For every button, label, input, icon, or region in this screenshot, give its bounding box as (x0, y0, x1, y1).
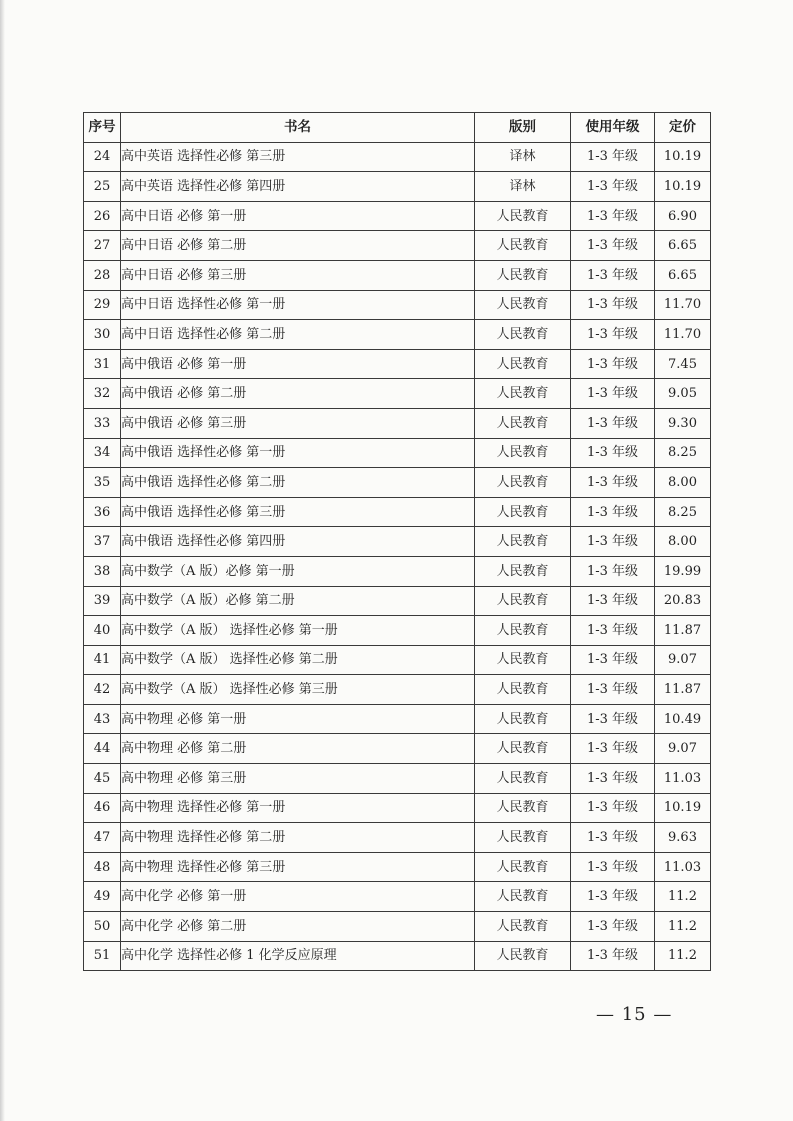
grade-level: 1-3 年级 (571, 290, 655, 320)
book-title: 高中日语 选择性必修 第一册 (121, 290, 475, 320)
price: 8.25 (655, 438, 711, 468)
table-row (84, 852, 711, 882)
book-title: 高中英语 选择性必修 第四册 (121, 172, 475, 202)
table-row (84, 793, 711, 823)
book-title: 高中俄语 必修 第二册 (121, 379, 475, 409)
table-row (84, 349, 711, 379)
price: 8.25 (655, 497, 711, 527)
price: 10.19 (655, 793, 711, 823)
row-number: 29 (84, 290, 121, 320)
book-title: 高中物理 选择性必修 第三册 (121, 852, 475, 882)
row-number: 48 (84, 852, 121, 882)
page-number: — 15 — (596, 1004, 673, 1025)
row-number: 44 (84, 734, 121, 764)
table-row (84, 379, 711, 409)
publisher: 人民教育 (475, 882, 571, 912)
publisher: 人民教育 (475, 201, 571, 231)
book-title: 高中物理 必修 第三册 (121, 764, 475, 794)
grade-level: 1-3 年级 (571, 172, 655, 202)
grade-level: 1-3 年级 (571, 320, 655, 350)
table-row (84, 823, 711, 853)
publisher: 人民教育 (475, 231, 571, 261)
row-number: 37 (84, 527, 121, 557)
table-row (84, 142, 711, 172)
table-row (84, 882, 711, 912)
publisher: 人民教育 (475, 941, 571, 971)
table-row (84, 556, 711, 586)
grade-level: 1-3 年级 (571, 142, 655, 172)
publisher: 人民教育 (475, 556, 571, 586)
row-number: 26 (84, 201, 121, 231)
table-row (84, 734, 711, 764)
price: 9.07 (655, 734, 711, 764)
table-row (84, 586, 711, 616)
grade-level: 1-3 年级 (571, 438, 655, 468)
row-number: 40 (84, 616, 121, 646)
table-row (84, 645, 711, 675)
publisher: 人民教育 (475, 764, 571, 794)
row-number: 36 (84, 497, 121, 527)
row-number: 35 (84, 468, 121, 498)
publisher: 人民教育 (475, 704, 571, 734)
header-title: 书名 (121, 113, 475, 143)
row-number: 47 (84, 823, 121, 853)
book-title: 高中数学（A 版） 选择性必修 第三册 (121, 675, 475, 705)
publisher: 人民教育 (475, 793, 571, 823)
row-number: 34 (84, 438, 121, 468)
price: 11.70 (655, 320, 711, 350)
publisher: 人民教育 (475, 912, 571, 942)
price: 11.2 (655, 912, 711, 942)
row-number: 45 (84, 764, 121, 794)
header-publisher: 版别 (475, 113, 571, 143)
grade-level: 1-3 年级 (571, 941, 655, 971)
publisher: 人民教育 (475, 527, 571, 557)
table-row (84, 231, 711, 261)
price: 9.05 (655, 379, 711, 409)
price: 10.19 (655, 142, 711, 172)
book-title: 高中俄语 选择性必修 第一册 (121, 438, 475, 468)
table-row (84, 201, 711, 231)
publisher: 人民教育 (475, 586, 571, 616)
price: 9.63 (655, 823, 711, 853)
book-title: 高中俄语 必修 第一册 (121, 349, 475, 379)
table-row (84, 675, 711, 705)
grade-level: 1-3 年级 (571, 586, 655, 616)
grade-level: 1-3 年级 (571, 349, 655, 379)
price: 10.19 (655, 172, 711, 202)
price: 11.03 (655, 764, 711, 794)
publisher: 人民教育 (475, 734, 571, 764)
publisher: 人民教育 (475, 645, 571, 675)
grade-level: 1-3 年级 (571, 497, 655, 527)
book-title: 高中化学 选择性必修 1 化学反应原理 (121, 941, 475, 971)
book-title: 高中数学（A 版）必修 第二册 (121, 586, 475, 616)
grade-level: 1-3 年级 (571, 408, 655, 438)
publisher: 人民教育 (475, 497, 571, 527)
book-title: 高中俄语 必修 第三册 (121, 408, 475, 438)
book-title: 高中数学（A 版） 选择性必修 第二册 (121, 645, 475, 675)
book-title: 高中物理 选择性必修 第二册 (121, 823, 475, 853)
price: 11.87 (655, 675, 711, 705)
book-title: 高中日语 选择性必修 第二册 (121, 320, 475, 350)
price: 6.90 (655, 201, 711, 231)
grade-level: 1-3 年级 (571, 734, 655, 764)
grade-level: 1-3 年级 (571, 201, 655, 231)
grade-level: 1-3 年级 (571, 556, 655, 586)
publisher: 人民教育 (475, 349, 571, 379)
book-title: 高中俄语 选择性必修 第三册 (121, 497, 475, 527)
table-row (84, 320, 711, 350)
book-title: 高中日语 必修 第三册 (121, 260, 475, 290)
grade-level: 1-3 年级 (571, 823, 655, 853)
row-number: 28 (84, 260, 121, 290)
row-number: 27 (84, 231, 121, 261)
publisher: 人民教育 (475, 616, 571, 646)
book-title: 高中物理 必修 第二册 (121, 734, 475, 764)
row-number: 46 (84, 793, 121, 823)
table-row (84, 527, 711, 557)
book-title: 高中化学 必修 第二册 (121, 912, 475, 942)
price: 9.07 (655, 645, 711, 675)
grade-level: 1-3 年级 (571, 704, 655, 734)
grade-level: 1-3 年级 (571, 645, 655, 675)
row-number: 49 (84, 882, 121, 912)
price: 11.2 (655, 882, 711, 912)
book-title: 高中日语 必修 第一册 (121, 201, 475, 231)
grade-level: 1-3 年级 (571, 527, 655, 557)
table-row (84, 260, 711, 290)
price: 6.65 (655, 231, 711, 261)
book-title: 高中俄语 选择性必修 第二册 (121, 468, 475, 498)
row-number: 51 (84, 941, 121, 971)
table-row (84, 912, 711, 942)
grade-level: 1-3 年级 (571, 468, 655, 498)
publisher: 人民教育 (475, 379, 571, 409)
grade-level: 1-3 年级 (571, 379, 655, 409)
price: 6.65 (655, 260, 711, 290)
price: 20.83 (655, 586, 711, 616)
publisher: 人民教育 (475, 852, 571, 882)
grade-level: 1-3 年级 (571, 912, 655, 942)
grade-level: 1-3 年级 (571, 852, 655, 882)
row-number: 50 (84, 912, 121, 942)
price: 11.87 (655, 616, 711, 646)
row-number: 30 (84, 320, 121, 350)
row-number: 41 (84, 645, 121, 675)
table-row (84, 290, 711, 320)
row-number: 39 (84, 586, 121, 616)
table-row (84, 468, 711, 498)
publisher: 译林 (475, 142, 571, 172)
table-row (84, 438, 711, 468)
row-number: 24 (84, 142, 121, 172)
table-row (84, 497, 711, 527)
price: 10.49 (655, 704, 711, 734)
grade-level: 1-3 年级 (571, 616, 655, 646)
price: 7.45 (655, 349, 711, 379)
publisher: 人民教育 (475, 320, 571, 350)
grade-level: 1-3 年级 (571, 231, 655, 261)
publisher: 人民教育 (475, 260, 571, 290)
publisher: 人民教育 (475, 823, 571, 853)
row-number: 42 (84, 675, 121, 705)
book-title: 高中日语 必修 第二册 (121, 231, 475, 261)
grade-level: 1-3 年级 (571, 764, 655, 794)
publisher: 译林 (475, 172, 571, 202)
textbook-price-table (83, 112, 711, 971)
book-title: 高中化学 必修 第一册 (121, 882, 475, 912)
price: 9.30 (655, 408, 711, 438)
price: 8.00 (655, 468, 711, 498)
price: 11.70 (655, 290, 711, 320)
row-number: 43 (84, 704, 121, 734)
publisher: 人民教育 (475, 468, 571, 498)
price: 11.03 (655, 852, 711, 882)
table-row (84, 616, 711, 646)
table-row (84, 764, 711, 794)
table-row (84, 941, 711, 971)
table-row (84, 172, 711, 202)
publisher: 人民教育 (475, 408, 571, 438)
row-number: 32 (84, 379, 121, 409)
book-title: 高中物理 选择性必修 第一册 (121, 793, 475, 823)
table-header-row (84, 113, 711, 143)
scan-left-edge (0, 0, 5, 1121)
price: 11.2 (655, 941, 711, 971)
publisher: 人民教育 (475, 675, 571, 705)
row-number: 38 (84, 556, 121, 586)
book-title: 高中物理 必修 第一册 (121, 704, 475, 734)
header-no: 序号 (84, 113, 121, 143)
price: 8.00 (655, 527, 711, 557)
table-body (84, 142, 711, 971)
grade-level: 1-3 年级 (571, 675, 655, 705)
header-price: 定价 (655, 113, 711, 143)
grade-level: 1-3 年级 (571, 793, 655, 823)
book-title: 高中俄语 选择性必修 第四册 (121, 527, 475, 557)
header-grade: 使用年级 (571, 113, 655, 143)
table-row (84, 704, 711, 734)
row-number: 25 (84, 172, 121, 202)
grade-level: 1-3 年级 (571, 882, 655, 912)
book-title: 高中数学（A 版）必修 第一册 (121, 556, 475, 586)
publisher: 人民教育 (475, 290, 571, 320)
row-number: 31 (84, 349, 121, 379)
grade-level: 1-3 年级 (571, 260, 655, 290)
book-title: 高中英语 选择性必修 第三册 (121, 142, 475, 172)
book-title: 高中数学（A 版） 选择性必修 第一册 (121, 616, 475, 646)
price: 19.99 (655, 556, 711, 586)
table-row (84, 408, 711, 438)
row-number: 33 (84, 408, 121, 438)
publisher: 人民教育 (475, 438, 571, 468)
